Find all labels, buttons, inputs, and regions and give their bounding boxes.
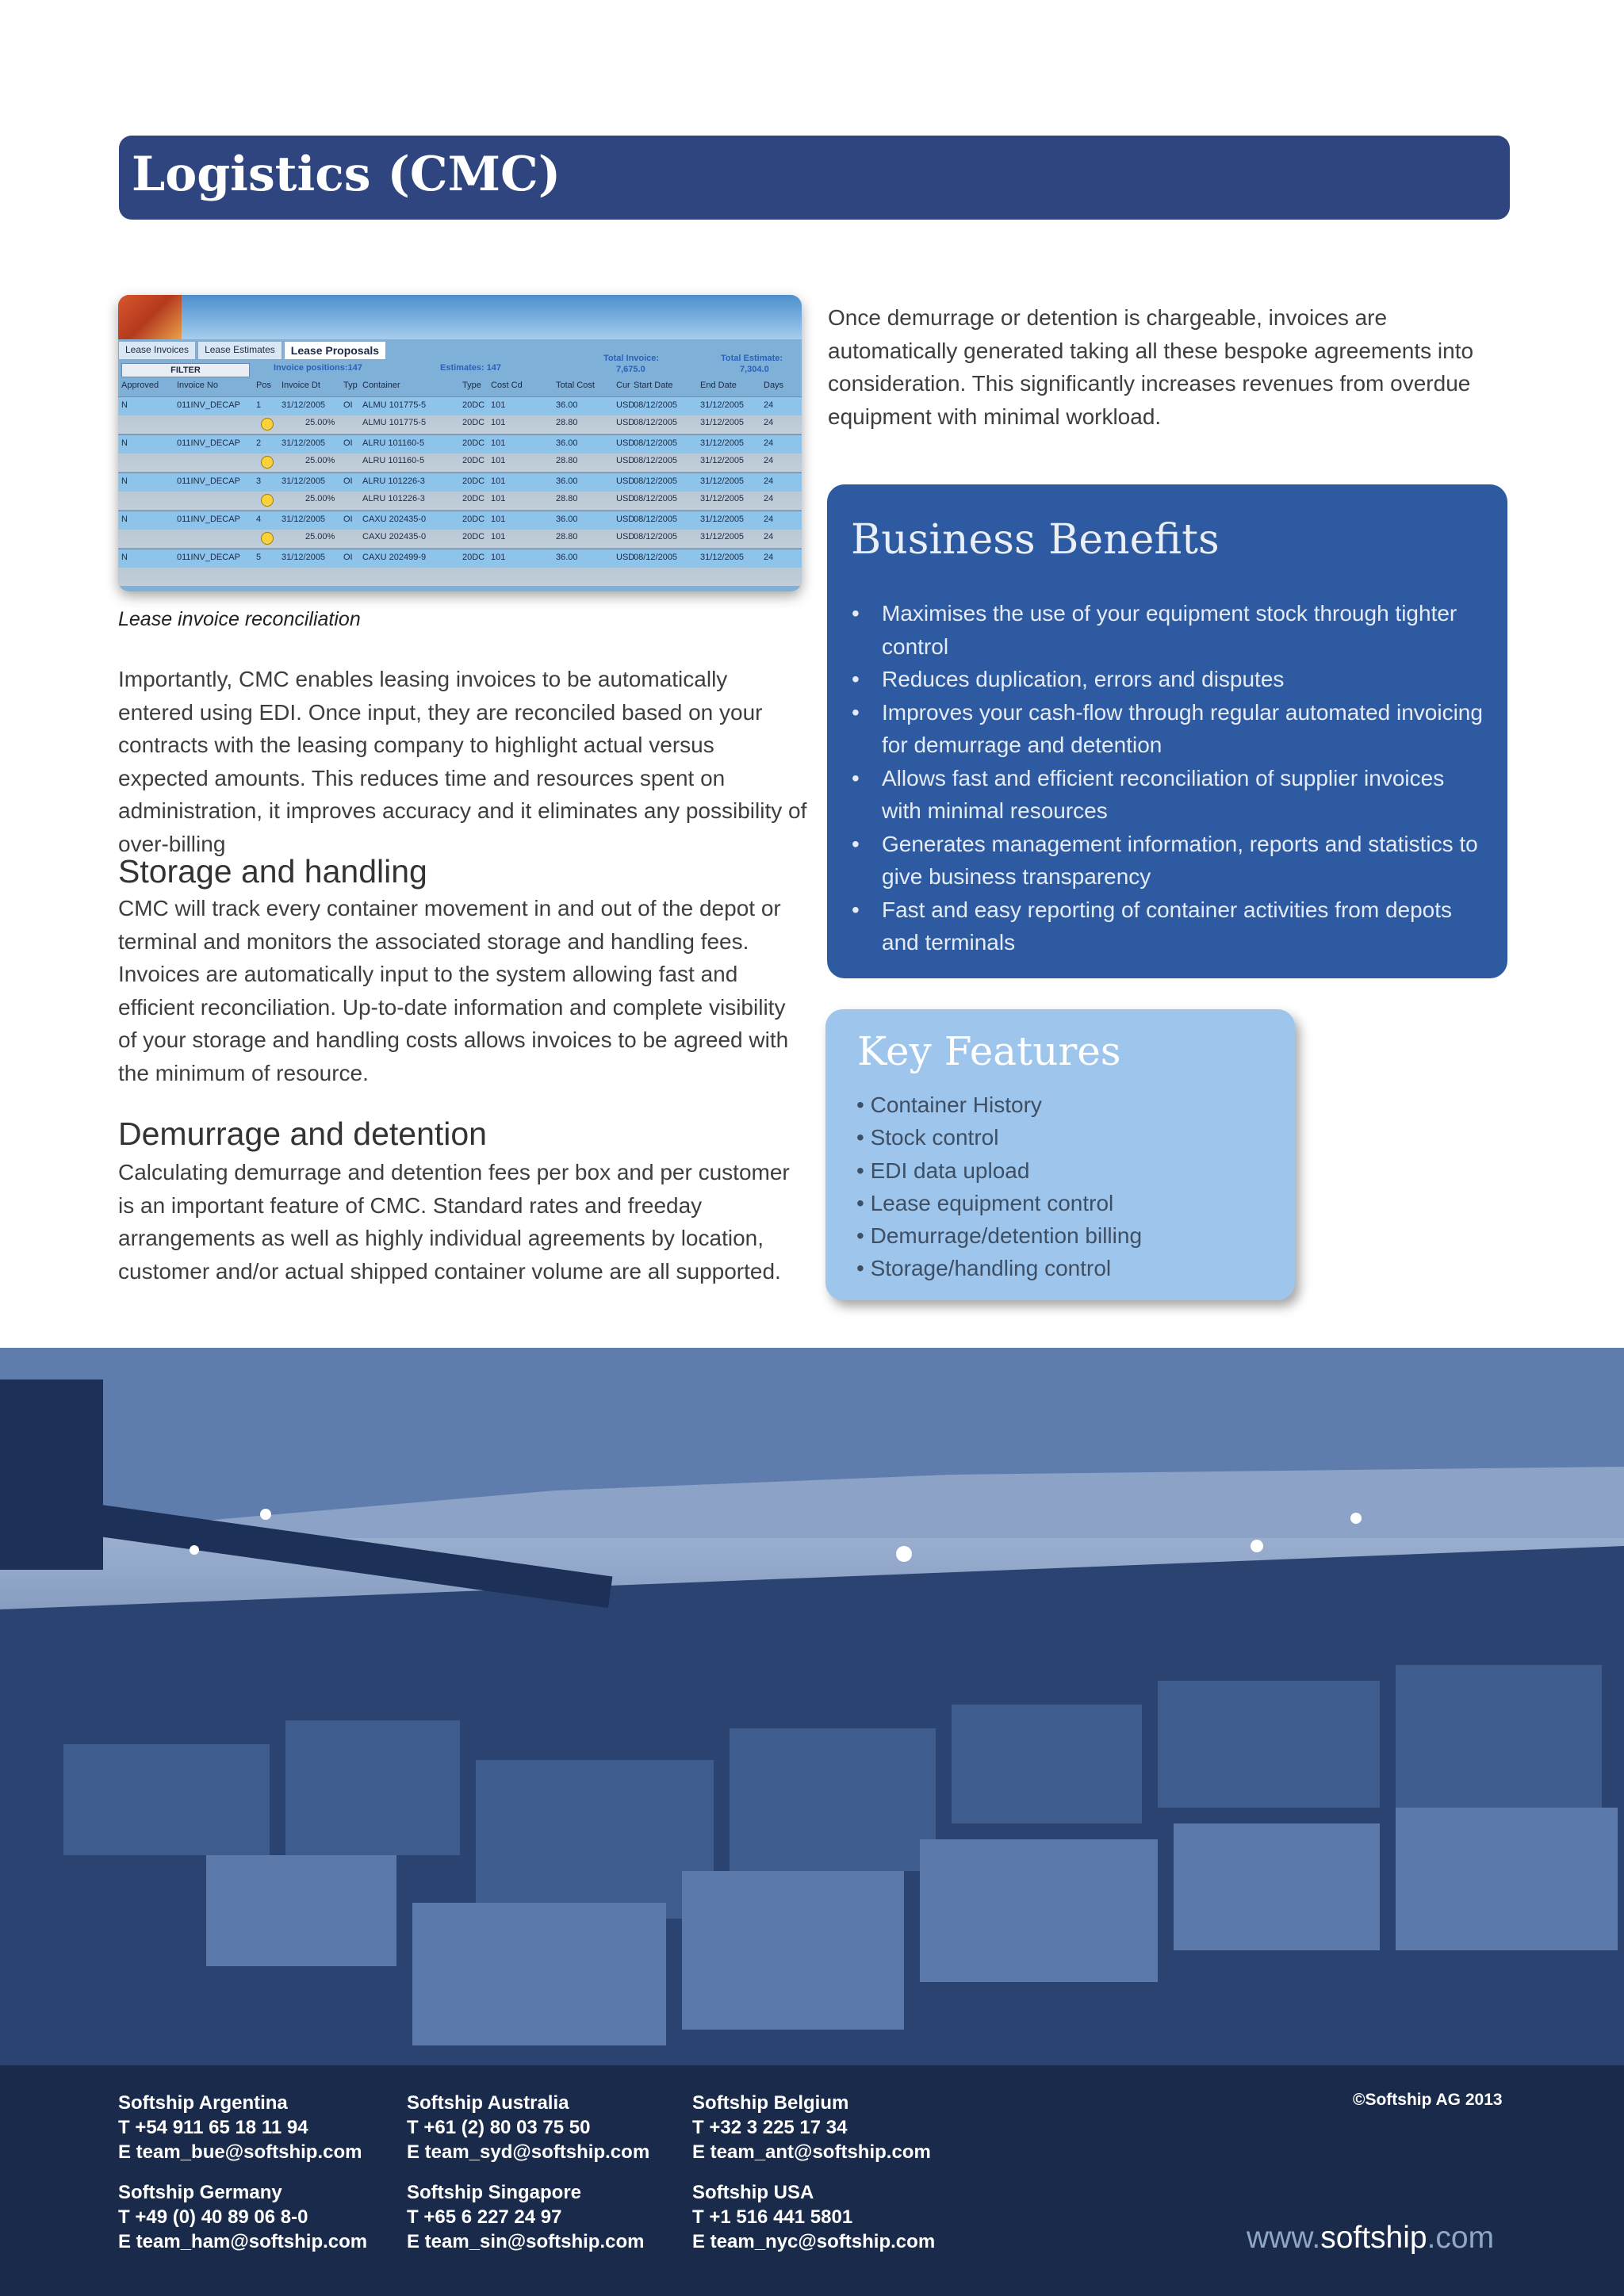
screenshot-cell: OI [343,476,353,486]
screenshot-cell: 5 [256,553,262,562]
office-usa: Softship USA T +1 516 441 5801 E team_nyc@softship.com [692,2182,936,2252]
screenshot-cell: 24 [764,476,774,486]
screenshot-cell: 24 [764,494,774,503]
screenshot-cell: 011INV_DECAP [177,438,240,448]
total-estimate-value: 7,304.0 [740,365,769,374]
screenshot-cell: 28.80 [556,456,578,465]
screenshot-cell: USD [616,418,635,427]
container-port-photo [0,1348,1624,2066]
screenshot-column-header: Cur [616,381,630,390]
screenshot-cell: 31/12/2005 [700,476,745,486]
screenshot-cell: 011INV_DECAP [177,476,240,486]
screenshot-cell: 08/12/2005 [634,476,678,486]
copyright: ©Softship AG 2013 [1353,2091,1503,2109]
screenshot-cell: ALRU 101160-5 [362,438,425,448]
screenshot-cell: 20DC [462,456,485,465]
screenshot-cell: 31/12/2005 [700,515,745,524]
screenshot-cell: USD [616,515,635,524]
screenshot-cell: 08/12/2005 [634,400,678,410]
screenshot-cell: 3 [256,476,262,486]
website-link[interactable]: www.softship.com [1247,2221,1495,2255]
screenshot-cell: OI [343,553,353,562]
screenshot-cell: 101 [491,532,506,541]
screenshot-cell: 31/12/2005 [700,553,745,562]
screenshot-cell: 36.00 [556,515,578,524]
screenshot-cell: 28.80 [556,418,578,427]
benefit-item: • Maximises the use of your equipment stock through tighter control [852,601,1457,659]
screenshot-column-header: Cost Cd [491,381,523,390]
total-invoice-value: 7,675.0 [616,365,645,374]
key-features-title: Key Features [857,1028,1121,1074]
screenshot-cell: 31/12/2005 [282,400,326,410]
screenshot-cell: USD [616,438,635,448]
benefit-item: • Allows fast and efficient reconciliation of supplier invoices with minimal resources [852,765,1445,823]
screenshot-header-image [118,295,802,339]
screenshot-cell: 08/12/2005 [634,438,678,448]
screenshot-cell: 24 [764,456,774,465]
total-estimate-label: Total Estimate: [721,354,783,363]
screenshot-cell: 36.00 [556,553,578,562]
office-argentina: Softship Argentina T +54 911 65 18 11 94 E team_bue@softship.com [118,2092,362,2163]
screenshot-cell: 101 [491,400,506,410]
screenshot-cell: 101 [491,494,506,503]
sad-face-icon [261,418,274,430]
screenshot-cell: 24 [764,400,774,410]
key-features-list [856,1089,1142,1285]
screenshot-cell: 31/12/2005 [700,438,745,448]
feature-item: • Container History [856,1093,1042,1117]
demurrage-paragraph: Calculating demurrage and detention fees per box and per customer is an important feature of CMC. Standard rates and freeday arrangements as well as highly individual agreements by location, customer and/or actual shipped container volume are all supported. [118,1160,790,1284]
invoice-positions: Invoice positions:147 [274,363,362,373]
benefit-item: • Reduces duplication, errors and disputes [852,667,1285,691]
benefit-item: • Improves your cash-flow through regular automated invoicing for demurrage and detention [852,699,1483,757]
screenshot-cell: 31/12/2005 [282,553,326,562]
screenshot-cell: 24 [764,515,774,524]
storage-heading: Storage and handling [118,853,427,890]
screenshot-cell: ALRU 101226-3 [362,494,425,503]
screenshot-cell: 36.00 [556,438,578,448]
screenshot-column-header: Pos [256,381,271,390]
screenshot-cell: 4 [256,515,262,524]
screenshot-cell: 20DC [462,532,485,541]
screenshot-cell: N [121,553,128,562]
screenshot-cell: CAXU 202435-0 [362,515,427,524]
office-germany: Softship Germany T +49 (0) 40 89 06 8-0 E team_ham@softship.com [118,2182,368,2252]
screenshot-cell: USD [616,532,635,541]
screenshot-column-header: Typ [343,381,358,390]
screenshot-cell: N [121,476,128,486]
screenshot-cell: USD [616,476,635,486]
total-invoice-label: Total Invoice: [603,354,660,363]
screenshot-cell: 25.00% [305,494,335,503]
benefit-item: • Generates management information, reports and statistics to give business transparency [852,831,1478,889]
feature-item: • Demurrage/detention billing [856,1223,1143,1249]
screenshot-cell: ALMU 101775-5 [362,418,427,427]
screenshot-cell: USD [616,494,635,503]
feature-item: • Lease equipment control [856,1190,1114,1215]
benefit-item: • Fast and easy reporting of container activities from depots and terminals [852,897,1453,955]
screenshot-column-header: Approved [121,381,159,390]
feature-item: • EDI data upload [856,1158,1030,1183]
demurrage-heading: Demurrage and detention [118,1115,487,1152]
screenshot-cell: 1 [256,400,262,410]
screenshot-cell: 28.80 [556,494,578,503]
screenshot-filter-bar [118,354,802,379]
screenshot-cell: 101 [491,476,506,486]
screenshot-cell: 25.00% [305,456,335,465]
screenshot-caption: Lease invoice reconciliation [118,608,361,630]
screenshot-table-row [118,511,802,548]
containers-image [118,295,182,339]
screenshot-cell: 36.00 [556,400,578,410]
screenshot-cell: ALRU 101160-5 [362,456,425,465]
office-belgium: Softship Belgium T +32 3 225 17 34 E team_ant@softship.com [692,2092,931,2163]
screenshot-cell: 25.00% [305,418,335,427]
screenshot-cell: 08/12/2005 [634,494,678,503]
screenshot-cell: 25.00% [305,532,335,541]
tab-lease-proposals: Lease Proposals [284,341,386,360]
business-benefits-title: Business Benefits [851,516,1220,564]
screenshot-column-header: Type [462,381,481,390]
screenshot-column-header: Container [362,381,400,390]
screenshot-cell: 31/12/2005 [700,400,745,410]
screenshot-cell: 24 [764,553,774,562]
screenshot-cell: N [121,438,128,448]
screenshot-cell: 101 [491,438,506,448]
screenshot-column-header: Invoice No [177,381,218,390]
leasing-paragraph: Importantly, CMC enables leasing invoices to be automatically entered using EDI. Once input, they are reconciled based on your contracts with the leasing company to highlight actual versus expected amounts. This reduces time and resources spent on administration, it improves accuracy and it eliminates any possibility of over-billing [118,667,807,856]
screenshot-cell: 20DC [462,553,485,562]
screenshot-tabs [118,341,386,360]
screenshot-cell: ALMU 101775-5 [362,400,427,410]
screenshot-cell: 101 [491,515,506,524]
sad-face-icon [261,456,274,469]
screenshot-cell: 28.80 [556,532,578,541]
screenshot-cell: 20DC [462,418,485,427]
tab-lease-invoices: Lease Invoices [118,341,196,360]
screenshot-cell: 24 [764,532,774,541]
office-australia: Softship Australia T +61 (2) 80 03 75 50 E team_syd@softship.com [407,2092,650,2163]
screenshot-cell: 24 [764,438,774,448]
filter-button: FILTER [121,363,250,377]
screenshot-cell: USD [616,400,635,410]
estimates-count: Estimates: 147 [440,363,502,373]
sad-face-icon [261,494,274,507]
screenshot-cell: 20DC [462,400,485,410]
screenshot-cell: 08/12/2005 [634,515,678,524]
screenshot-cell: N [121,400,128,410]
tab-lease-estimates: Lease Estimates [197,341,282,360]
screenshot-cell: 36.00 [556,476,578,486]
screenshot-cell: 08/12/2005 [634,553,678,562]
screenshot-table-row [118,396,802,434]
screenshot-cell: 20DC [462,438,485,448]
screenshot-column-header: Invoice Dt [282,381,320,390]
page-title: Logistics (CMC) [132,147,561,202]
business-benefits-list [850,597,1484,959]
screenshot-cell: OI [343,515,353,524]
screenshot-column-header: Total Cost [556,381,595,390]
screenshot-cell: USD [616,553,635,562]
screenshot-cell: 08/12/2005 [634,456,678,465]
feature-item: • Storage/handling control [856,1256,1112,1281]
screenshot-cell: OI [343,400,353,410]
feature-item: • Stock control [856,1125,999,1150]
screenshot-cell: OI [343,438,353,448]
screenshot-cell: N [121,515,128,524]
screenshot-cell: 31/12/2005 [700,456,745,465]
screenshot-cell: 011INV_DECAP [177,515,240,524]
screenshot-cell: 101 [491,553,506,562]
screenshot-cell: 20DC [462,476,485,486]
lease-invoice-screenshot [118,295,802,591]
screenshot-cell: 31/12/2005 [282,515,326,524]
screenshot-cell: CAXU 202499-9 [362,553,427,562]
intro-paragraph: Once demurrage or detention is chargeable, invoices are automatically generated taking all these bespoke agreements into consideration. This significantly increases revenues from overdue equipment with minimal workload. [828,305,1474,429]
screenshot-cell: 31/12/2005 [282,438,326,448]
storage-paragraph: CMC will track every container movement in and out of the depot or terminal and monitors the associated storage and handling fees. Invoices are automatically input to the system allowing fast and efficient reconciliation. Up-to-date information and complete visibility of your storage and handling costs allows invoices to be agreed with the minimum of resource. [118,896,789,1085]
screenshot-cell: 20DC [462,515,485,524]
screenshot-cell: 08/12/2005 [634,532,678,541]
screenshot-table-header [118,379,802,395]
screenshot-table-row [118,434,802,472]
screenshot-cell: 101 [491,456,506,465]
screenshot-column-header: Days [764,381,784,390]
screenshot-cell: 011INV_DECAP [177,553,240,562]
screenshot-cell: 24 [764,418,774,427]
sad-face-icon [261,532,274,545]
office-singapore: Softship Singapore T +65 6 227 24 97 E team_sin@softship.com [407,2182,645,2252]
screenshot-cell: 31/12/2005 [700,494,745,503]
screenshot-column-header: Start Date [634,381,673,390]
screenshot-cell: 31/12/2005 [700,532,745,541]
screenshot-cell: 20DC [462,494,485,503]
screenshot-cell: ALRU 101226-3 [362,476,425,486]
screenshot-cell: 2 [256,438,262,448]
screenshot-cell: 011INV_DECAP [177,400,240,410]
screenshot-table-row [118,473,802,510]
screenshot-cell: 31/12/2005 [282,476,326,486]
screenshot-cell: 101 [491,418,506,427]
screenshot-cell: 08/12/2005 [634,418,678,427]
screenshot-cell: USD [616,456,635,465]
screenshot-table-row [118,549,802,586]
screenshot-column-header: End Date [700,381,737,390]
screenshot-cell: CAXU 202435-0 [362,532,427,541]
screenshot-cell: 31/12/2005 [700,418,745,427]
